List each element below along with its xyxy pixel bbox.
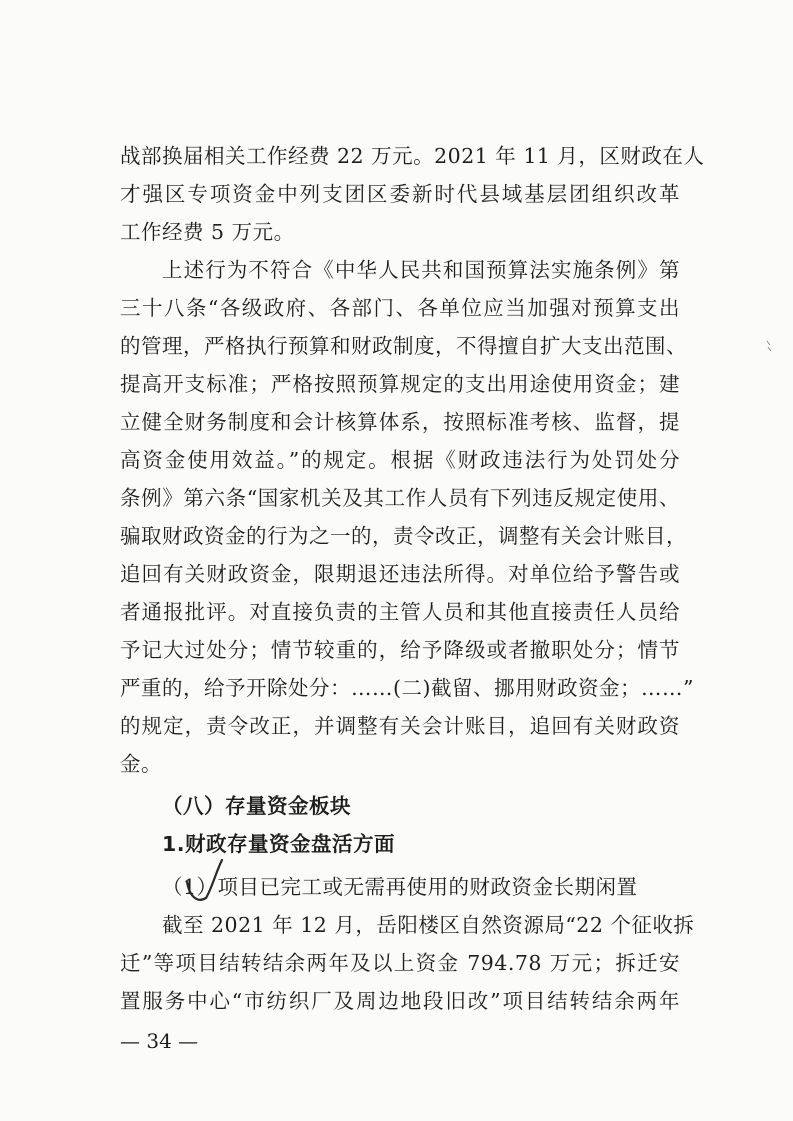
text-line: 上述行为不符合《中华人民共和国预算法实施条例》第 (162, 258, 680, 282)
text-line: 的管理，严格执行预算和财政制度，不得擅自扩大支出范围、 (120, 334, 687, 358)
text-line: 立健全财务制度和会计核算体系，按照标准考核、监督，提 (120, 410, 680, 434)
text-line: 予记大过处分；情节较重的，给予降级或者撤职处分；情节 (120, 638, 680, 662)
scan-artifact-icon (766, 340, 772, 352)
text-line: 迁”等项目结转结余两年及以上资金 794.78 万元；拆迁安 (120, 951, 680, 975)
text-line: 高资金使用效益。”的规定。根据《财政违法行为处罚处分 (120, 448, 680, 472)
page-number: — 34 — (120, 1029, 199, 1053)
text-line: 三十八条“各级政府、各部门、各单位应当加强对预算支出 (120, 296, 680, 320)
text-line: 的规定，责令改正，并调整有关会计账目，追回有关财政资 (120, 714, 680, 738)
text-line: 者通报批评。对直接负责的主管人员和其他直接责任人员给 (120, 600, 680, 624)
item-heading: （1）项目已完工或无需再使用的财政资金长期闲置 (162, 875, 638, 899)
text-line: 提高开支标准；严格按照预算规定的支出用途使用资金；建 (120, 372, 680, 396)
text-line: 战部换届相关工作经费 22 万元。2021 年 11 月，区财政在人 (120, 144, 705, 168)
subsection-heading: 1.财政存量资金盘活方面 (162, 832, 396, 856)
text-line: 条例》第六条“国家机关及其工作人员有下列违反规定使用、 (120, 486, 680, 510)
handwritten-check-mark-icon (184, 858, 224, 910)
text-line: 严重的，给予开除处分：……(二)截留、挪用财政资金；……” (120, 676, 694, 700)
text-line: 置服务中心“市纺织厂及周边地段旧改”项目结转结余两年 (120, 989, 680, 1013)
text-line: 金。 (120, 752, 162, 776)
text-line: 才强区专项资金中列支团区委新时代县域基层团组织改革 (120, 182, 680, 206)
text-line: 截至 2021 年 12 月，岳阳楼区自然资源局“22 个征收拆 (162, 913, 695, 937)
text-line: 骗取财政资金的行为之一的，责令改正，调整有关会计账目， (120, 524, 687, 548)
section-heading: （八）存量资金板块 (162, 794, 351, 818)
text-line: 追回有关财政资金，限期退还违法所得。对单位给予警告或 (120, 562, 680, 586)
text-line: 工作经费 5 万元。 (120, 220, 295, 244)
